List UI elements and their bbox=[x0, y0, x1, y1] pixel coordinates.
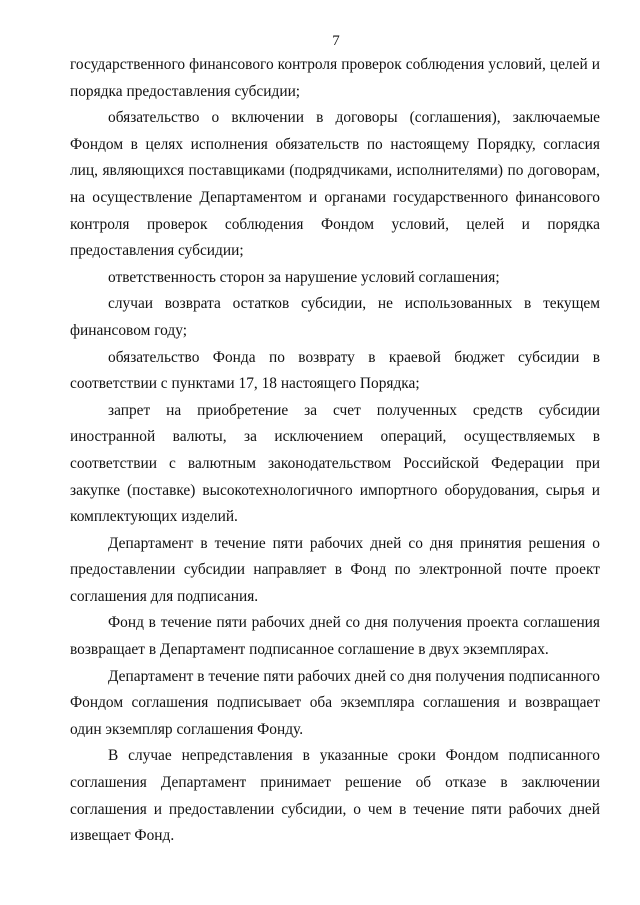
document-body bbox=[70, 52, 600, 850]
paragraph-return-obligation: обязательство Фонда по возврату в краевой бюджет субсидии в соответствии с пунктами 17, 18 настоящего Порядка; bbox=[70, 348, 600, 393]
paragraph-currency-ban: запрет на приобретение за счет полученных средств субсидии иностранной валюты, за исключением операций, осуществляемых в соответствии с валютным законодательством Российской Федерации при закупке (поставке) высокотехнологичного импортного оборудования, сырья и комплектующих изделий. bbox=[70, 401, 600, 526]
paragraph-department-signs: Департамент в течение пяти рабочих дней со дня получения подписанного Фондом соглашения подписывает оба экземпляра соглашения и возвращает один экземпляр соглашения Фонду. bbox=[70, 667, 600, 738]
paragraph-responsibility: ответственность сторон за нарушение условий соглашения; bbox=[108, 268, 500, 286]
paragraph-fund-returns: Фонд в течение пяти рабочих дней со дня получения проекта соглашения возвращает в Департамент подписанное соглашение в двух экземплярах. bbox=[70, 614, 600, 659]
paragraph-return-cases: случаи возврата остатков субсидии, не использованных в текущем финансовом году; bbox=[70, 295, 600, 339]
paragraph-department-sends: Департамент в течение пяти рабочих дней со дня принятия решения о предоставлении субсидии направляет в Фонд по электронной почте проект соглашения для подписания. bbox=[70, 534, 600, 605]
paragraph-refusal: В случае непредставления в указанные сроки Фондом подписанного соглашения Департамент принимает решение об отказе в заключении соглашения и предоставлении субсидии, о чем в течение пяти рабочих дней извещает Фонд. bbox=[70, 747, 600, 845]
page-number: 7 bbox=[332, 33, 340, 49]
paragraph-continuation: государственного финансового контроля проверок соблюдения условий, целей и порядка предоставления субсидии; bbox=[70, 56, 600, 100]
paragraph-obligation-contracts: обязательство о включении в договоры (соглашения), заключаемые Фондом в целях исполнения обязательств по настоящему Порядку, согласия лиц, являющихся поставщиками (подрядчиками, исполнителями) по договорам, на осуществление Департаментом и органами государственного финансового контроля проверок соблюдения Фондом условий, целей и порядка предоставления субсидии; bbox=[70, 109, 600, 260]
